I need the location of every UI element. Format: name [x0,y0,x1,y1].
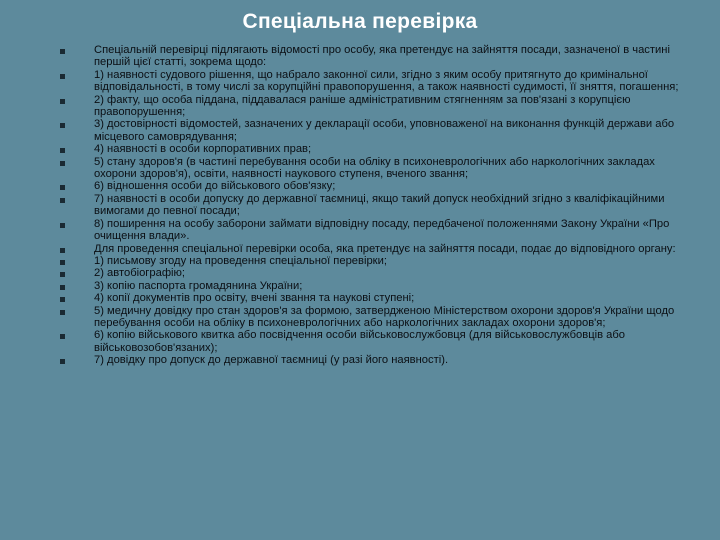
square-bullet-icon [60,223,65,228]
list-item [60,143,688,155]
list-item [60,292,688,304]
square-bullet-icon [60,272,65,277]
list-item [60,118,688,143]
square-bullet-icon [60,297,65,302]
list-item-text: 1) письмову згоду на проведення спеціальної перевірки; [94,254,387,267]
list-item [60,193,688,218]
square-bullet-icon [60,198,65,203]
list-item-text: 8) поширення на особу заборони займати відповідну посаду, передбаченої положеннями Закону України «Про очищення влади». [94,217,670,243]
list-item [60,255,688,267]
square-bullet-icon [60,74,65,79]
list-item [60,280,688,292]
list-item [60,329,688,354]
square-bullet-icon [60,310,65,315]
list-item-text: 5) медичну довідку про стан здоров'я за формою, затвердженою Міністерством охорони здоров'я України щодо перебування особи на обліку в психоневрологічних або наркологічних закладах охорони здоров'я; [94,304,675,329]
square-bullet-icon [60,161,65,166]
list-item-text: 3) достовірності відомостей, зазначених у декларації особи, уповноваженої на виконання функцій держави або місцевого самоврядування; [94,118,675,143]
square-bullet-icon [60,248,65,253]
list-item [60,218,688,243]
list-item [60,354,688,366]
list-item-text: 6) відношення особи до військового обов'язку; [94,180,336,193]
list-item [60,267,688,279]
square-bullet-icon [60,260,65,265]
list-item-text: 2) автобіографію; [94,267,186,280]
square-bullet-icon [60,49,65,54]
list-item [60,69,688,94]
list-item [60,305,688,330]
slide-title: Спеціальна перевірка [242,10,478,33]
list-item [60,94,688,119]
square-bullet-icon [60,99,65,104]
square-bullet-icon [60,334,65,339]
square-bullet-icon [60,285,65,290]
square-bullet-icon [60,185,65,190]
list-item-text: 3) копію паспорта громадянина України; [94,279,303,292]
list-item [60,44,688,69]
list-item-text: 1) наявності судового рішення, що набрало законної сили, згідно з яким особу притягнуто до кримінальної відповідальності, в тому числі за корупційні правопорушення, а також наявності судимості, її зняття, погашення; [94,68,679,94]
square-bullet-icon [60,148,65,153]
list-item [60,180,688,192]
list-item-text: 4) копії документів про освіту, вчені звання та наукові ступені; [94,292,415,305]
square-bullet-icon [60,359,65,364]
bullet-list [60,44,688,367]
list-item-text: 4) наявності в особи корпоративних прав; [94,143,312,156]
list-item-text: 2) факту, що особа піддана, піддавалася раніше адміністративним стягненням за пов'язані з корупцією правопорушення; [94,93,631,119]
list-item-text: Для проведення спеціальної перевірки особа, яка претендує на зайняття посади, подає до відповідного органу: [94,242,676,255]
list-item [60,243,688,255]
list-item [60,156,688,181]
list-item-text: Спеціальній перевірці підлягають відомості про особу, яка претендує на зайняття посади, зазначеної в частині першій цієї статті, зокрема щодо: [94,44,670,69]
list-item-text: 6) копію військового квитка або посвідчення особи військовослужбовця (для військовослужбовців або військовозобов'язаних); [94,329,625,354]
list-item-text: 7) наявності в особи допуску до державної таємниці, якщо такий допуск необхідний згідно з кваліфікаційними вимогами до певної посади; [94,192,665,218]
square-bullet-icon [60,123,65,128]
list-item-text: 7) довідку про допуск до державної таємниці (у разі його наявності). [94,354,449,367]
list-item-text: 5) стану здоров'я (в частині перебування особи на обліку в психоневрологічних або наркологічних закладах охорони здоров'я), освіти, наявності наукового ступеня, вченого звання; [94,155,655,181]
